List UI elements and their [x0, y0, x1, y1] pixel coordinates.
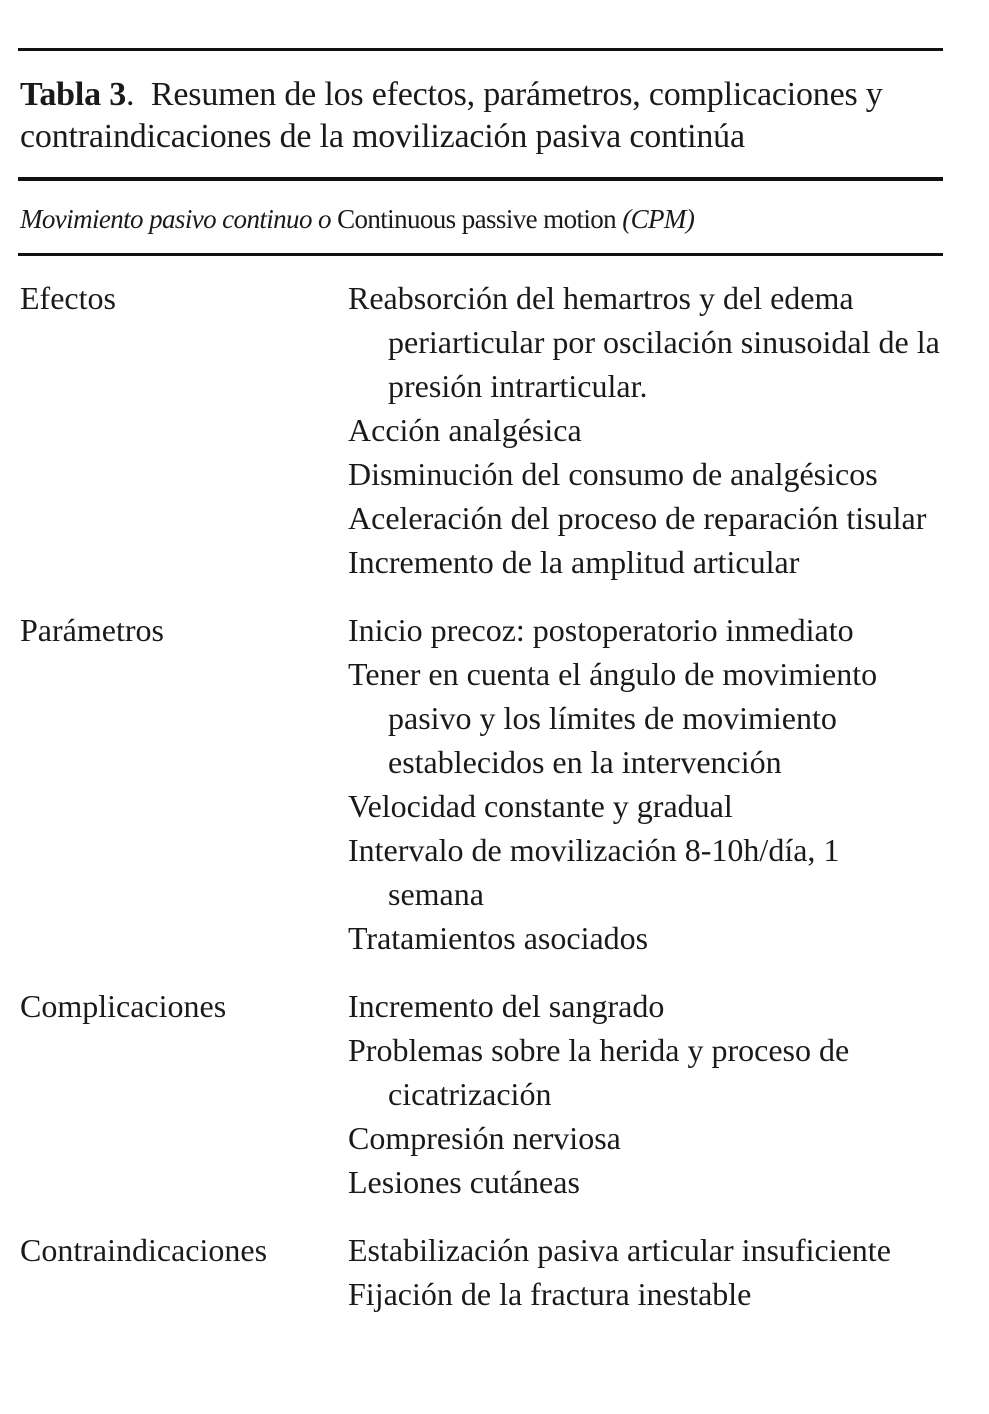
table-subheading — [20, 199, 694, 239]
list-item: Estabilización pasiva articular insuficiente — [348, 1232, 891, 1268]
list-item: Fijación de la fractura inestable — [348, 1276, 752, 1312]
list-item: Reabsorción del hemartros y del edema periarticular por oscilación sinusoidal de la presión intrarticular. — [348, 280, 940, 404]
row-label: Contraindicaciones — [20, 1232, 268, 1268]
list-item: Velocidad constante y gradual — [348, 788, 733, 824]
row-entries — [348, 276, 960, 584]
list-item: Tener en cuenta el ángulo de movimiento pasivo y los límites de movimiento establecidos en la intervención — [348, 656, 878, 780]
list-item: Lesiones cutáneas — [348, 1164, 580, 1200]
list-item: Acción analgésica — [348, 412, 582, 448]
row-entries — [348, 1228, 960, 1316]
table-caption: Tabla 3. Resumen de los efectos, parámetros, complicaciones y contraindicaciones de la movilización pasiva continúa — [20, 76, 883, 155]
header-rule — [18, 253, 943, 256]
list-item: Aceleración del proceso de reparación tisular — [348, 500, 927, 536]
list-item: Intervalo de movilización 8-10h/día, 1 semana — [348, 832, 840, 912]
subheading-english: Continuous passive motion — [337, 204, 617, 234]
list-item: Tratamientos asociados — [348, 920, 649, 956]
table-row-complicaciones — [20, 984, 960, 1204]
list-item: Inicio precoz: postoperatorio inmediato — [348, 612, 854, 648]
row-label: Complicaciones — [20, 988, 227, 1024]
list-item: Compresión nerviosa — [348, 1120, 621, 1156]
top-rule — [18, 48, 943, 51]
caption-rule — [18, 177, 943, 181]
caption-text: Resumen de los efectos, parámetros, complicaciones y contraindicaciones de la movilización pasiva continúa — [20, 76, 883, 155]
subheading-abbr: (CPM) — [622, 204, 695, 234]
table-row-contraindicaciones — [20, 1228, 960, 1316]
summary-table — [20, 276, 960, 1316]
list-item: Incremento de la amplitud articular — [348, 544, 800, 580]
row-label: Parámetros — [20, 612, 164, 648]
row-entries — [348, 608, 960, 960]
row-entries — [348, 984, 960, 1204]
list-item: Incremento del sangrado — [348, 988, 665, 1024]
list-item: Disminución del consumo de analgésicos — [348, 456, 878, 492]
table-row-parametros — [20, 608, 960, 960]
table-row-efectos — [20, 276, 960, 584]
row-label: Efectos — [20, 280, 116, 316]
caption-label: Tabla 3 — [20, 76, 127, 113]
subheading-spanish: Movimiento pasivo continuo o — [20, 204, 331, 234]
list-item: Problemas sobre la herida y proceso de cicatrización — [348, 1032, 850, 1112]
